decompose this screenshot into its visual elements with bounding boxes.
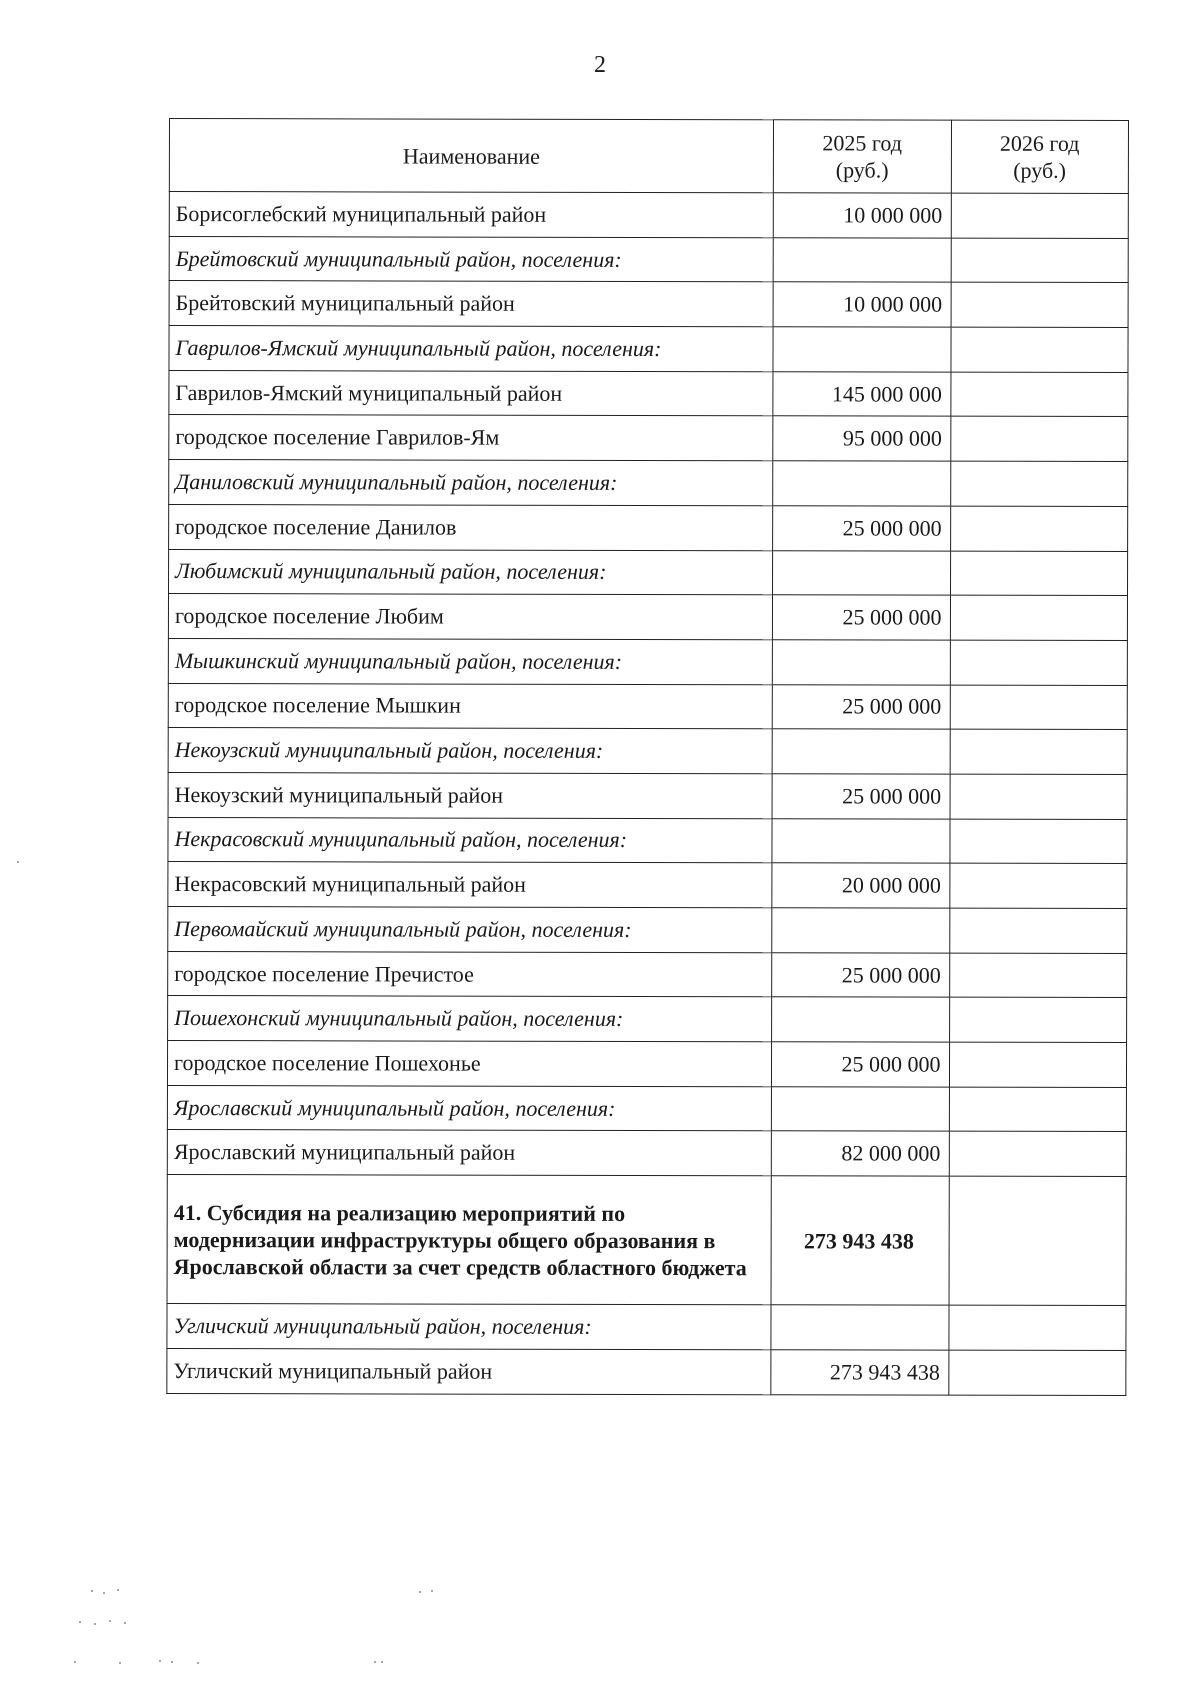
header-2025-year: 2025 год	[822, 130, 903, 156]
header-2025	[773, 120, 951, 193]
row-name: Любимский муниципальный район, поселения:	[169, 549, 773, 595]
row-value-2025: 95 000 000	[773, 416, 951, 461]
row-name: Угличский муниципальный район	[167, 1348, 771, 1394]
row-value-2025: 25 000 000	[772, 595, 950, 640]
row-value-2026	[949, 819, 1127, 864]
group-heading-row	[168, 817, 1127, 864]
row-value-2025: 20 000 000	[772, 863, 950, 908]
table-row	[169, 415, 1128, 462]
row-value-2025: 273 943 438	[771, 1176, 949, 1305]
row-value-2026	[950, 417, 1128, 462]
table-body	[167, 192, 1129, 1396]
header-2026-unit: (руб.)	[1013, 157, 1067, 183]
row-value-2026	[950, 461, 1128, 506]
row-value-2025	[773, 461, 951, 506]
row-value-2026	[948, 1305, 1126, 1350]
row-name: Брейтовский муниципальный район, поселения:	[169, 236, 773, 282]
row-value-2026	[951, 238, 1129, 283]
row-value-2026	[950, 372, 1128, 417]
row-value-2026	[951, 193, 1129, 238]
row-value-2026	[949, 1132, 1127, 1177]
row-value-2026	[949, 908, 1127, 953]
group-heading-row	[169, 326, 1128, 373]
row-name: Пошехонский муниципальный район, поселения:	[168, 996, 772, 1042]
table-row	[168, 951, 1127, 998]
row-value-2025: 25 000 000	[772, 1042, 950, 1087]
table-row	[167, 1041, 1126, 1088]
table-row	[169, 504, 1128, 551]
table-row	[168, 862, 1127, 909]
group-heading-row	[169, 460, 1128, 507]
row-name: городское поселение Пречистое	[168, 951, 772, 997]
row-name: городское поселение Любим	[168, 594, 772, 640]
page-number: 2	[594, 52, 606, 78]
table-row	[169, 370, 1128, 417]
group-heading-row	[168, 996, 1127, 1043]
row-value-2026	[949, 1087, 1127, 1132]
header-2025-unit: (руб.)	[835, 157, 889, 183]
row-value-2026	[950, 685, 1128, 730]
table-row	[168, 772, 1127, 819]
row-value-2026	[949, 998, 1127, 1043]
row-name: Брейтовский муниципальный район	[169, 281, 773, 327]
row-name: Угличский муниципальный район, поселения:	[167, 1304, 771, 1350]
table-row	[169, 281, 1128, 328]
group-heading-row	[169, 236, 1128, 283]
row-name: Некрасовский муниципальный район	[168, 862, 772, 908]
row-value-2025: 25 000 000	[772, 774, 950, 819]
row-name: Некоузский муниципальный район	[168, 772, 772, 818]
group-heading-row	[167, 1304, 1126, 1351]
row-value-2025	[772, 640, 950, 685]
row-name: 41. Субсидия на реализацию мероприятий по модернизации инфраструктуры общего образования в Ярославской области за счет средств областного бюджета	[167, 1175, 771, 1305]
row-name: городское поселение Мышкин	[168, 683, 772, 729]
row-value-2026	[950, 506, 1128, 551]
table-row	[167, 1348, 1126, 1395]
row-value-2025	[771, 1087, 949, 1132]
row-name: Мышкинский муниципальный район, поселения:	[168, 638, 772, 684]
row-value-2026	[950, 729, 1128, 774]
table-row	[169, 192, 1128, 239]
row-value-2025	[773, 237, 951, 282]
row-name: Первомайский муниципальный район, поселения:	[168, 906, 772, 952]
row-name: Гаврилов-Ямский муниципальный район, поселения:	[169, 326, 773, 372]
table-row	[168, 594, 1127, 641]
row-value-2025: 25 000 000	[772, 684, 950, 729]
header-name: Наименование	[169, 119, 773, 193]
row-value-2025	[772, 997, 950, 1042]
row-value-2026	[950, 327, 1128, 372]
row-value-2025: 273 943 438	[771, 1350, 949, 1395]
row-value-2025	[772, 729, 950, 774]
row-name: Даниловский муниципальный район, поселения:	[169, 460, 773, 506]
row-value-2026	[950, 595, 1128, 640]
row-name: городское поселение Гаврилов-Ям	[169, 415, 773, 461]
header-2026	[951, 120, 1129, 193]
row-name: Борисоглебский муниципальный район	[169, 192, 773, 238]
table-header-row	[169, 119, 1128, 194]
row-name: Гаврилов-Ямский муниципальный район	[169, 370, 773, 416]
row-name: Некрасовский муниципальный район, поселения:	[168, 817, 772, 863]
header-2026-year: 2026 год	[999, 130, 1080, 156]
row-value-2026	[950, 551, 1128, 596]
row-value-2025	[773, 327, 951, 372]
row-value-2026	[949, 1042, 1127, 1087]
row-value-2026	[949, 1176, 1127, 1305]
row-value-2026	[948, 1350, 1126, 1395]
row-value-2025: 25 000 000	[772, 952, 950, 997]
row-name: городское поселение Данилов	[169, 504, 773, 550]
group-heading-row	[168, 638, 1127, 685]
budget-table	[166, 118, 1129, 1396]
table-row	[168, 683, 1127, 730]
row-value-2026	[949, 953, 1127, 998]
table-row	[167, 1130, 1126, 1177]
group-heading-row	[167, 1085, 1126, 1132]
group-heading-row	[168, 906, 1127, 953]
row-name: Некоузский муниципальный район, поселения:	[168, 728, 772, 774]
row-value-2025	[773, 550, 951, 595]
row-value-2025	[771, 1305, 949, 1350]
subsidy-row	[167, 1175, 1126, 1306]
row-value-2026	[951, 283, 1129, 328]
row-value-2025	[772, 908, 950, 953]
row-value-2025: 10 000 000	[773, 193, 951, 238]
row-value-2025: 25 000 000	[773, 506, 951, 551]
row-value-2025: 145 000 000	[773, 372, 951, 417]
row-value-2026	[950, 774, 1128, 819]
row-value-2025: 82 000 000	[771, 1131, 949, 1176]
row-value-2026	[949, 863, 1127, 908]
row-name: Ярославский муниципальный район	[167, 1130, 771, 1176]
row-value-2025	[772, 818, 950, 863]
group-heading-row	[169, 549, 1128, 596]
row-name: Ярославский муниципальный район, поселения:	[167, 1085, 771, 1131]
group-heading-row	[168, 728, 1127, 775]
row-name: городское поселение Пошехонье	[167, 1041, 771, 1087]
row-value-2025: 10 000 000	[773, 282, 951, 327]
row-value-2026	[950, 640, 1128, 685]
